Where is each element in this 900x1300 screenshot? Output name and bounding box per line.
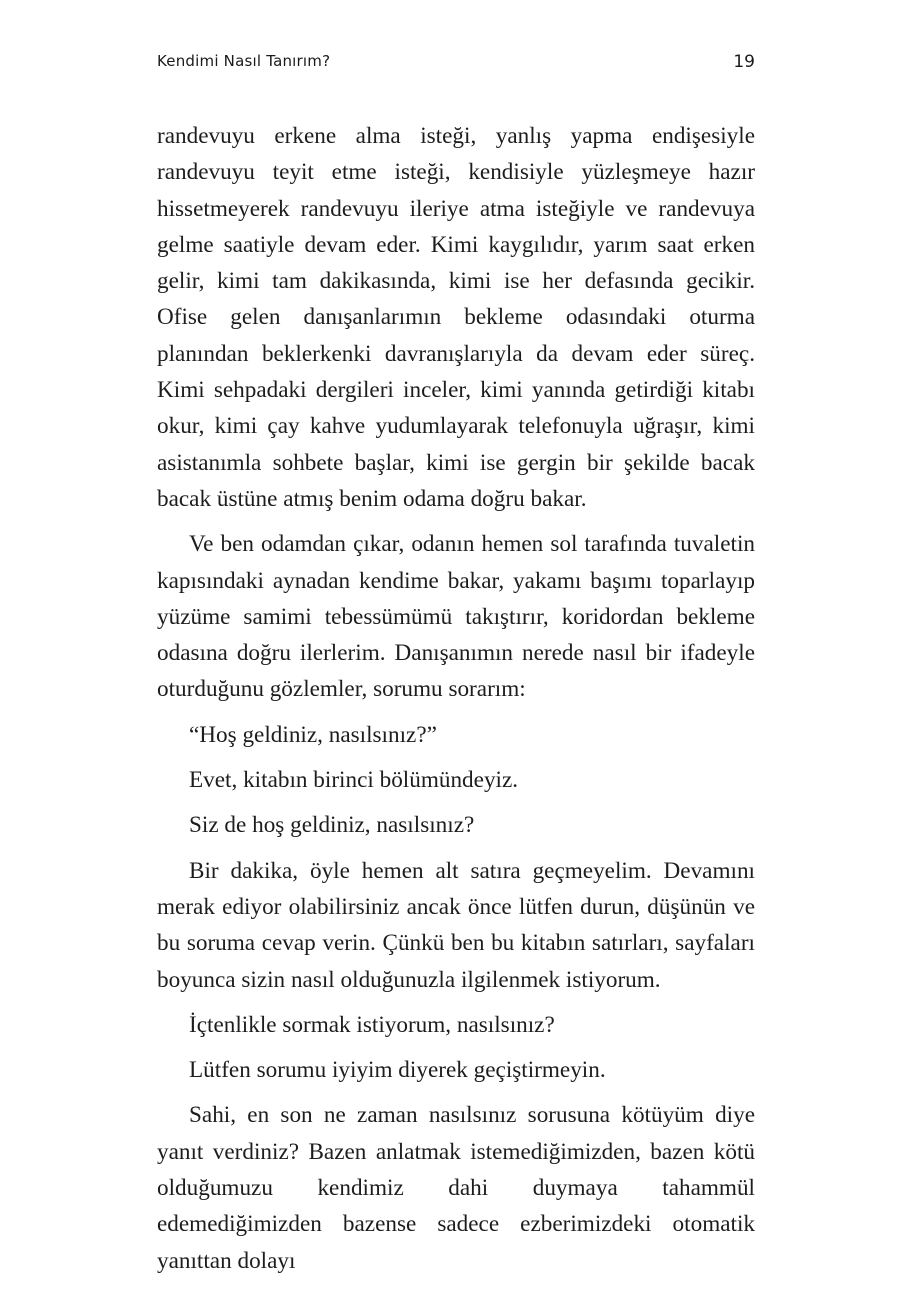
body-text xyxy=(157,118,755,1288)
paragraph-continued: randevuyu erkene alma isteği, yanlış yapma endişesiyle randevuyu teyit etme isteği, kendisiyle yüzleşmeye hazır hissetmeyerek randevuyu ileriye atma isteğiyle ve randevuya gelme saatiyle devam eder. Kimi kaygılıdır, yarım saat erken gelir, kimi tam dakikasında, kimi ise her defasında gecikir. Ofise gelen danışanlarımın bekleme odasındaki oturma planından beklerkenki davranışlarıyla da devam eder süreç. Kimi sehpadaki dergileri inceler, kimi yanında getirdiği kitabı okur, kimi çay kahve yudumlayarak telefonuyla uğraşır, kimi asistanımla sohbete başlar, kimi ise gergin bir şekilde bacak bacak üstüne atmış benim odama doğru bakar. xyxy=(157,123,755,512)
paragraph: Evet, kitabın birinci bölümündeyiz. xyxy=(189,767,519,794)
paragraph: Lütfen sorumu iyiyim diyerek geçiştirmeyin. xyxy=(189,1057,606,1084)
paragraph-quote: “Hoş geldiniz, nasılsınız?” xyxy=(189,721,437,748)
paragraph: İçtenlikle sormak istiyorum, nasılsınız? xyxy=(189,1011,555,1038)
paragraph: Sahi, en son ne zaman nasılsınız sorusuna kötüyüm diye yanıt verdiniz? Bazen anlatmak istemediğimizden, bazen kötü olduğumuzu kendimiz dahi duymaya tahammül edemediğimizden bazense sadece ezberimizdeki otomatik yanıttan dolayı xyxy=(157,1102,755,1274)
paragraph: Siz de hoş geldiniz, nasılsınız? xyxy=(189,812,475,839)
running-title: Kendimi Nasıl Tanırım? xyxy=(157,52,331,70)
paragraph: Ve ben odamdan çıkar, odanın hemen sol tarafında tuvaletin kapısındaki aynadan kendime bakar, yakamı başımı toparlayıp yüzüme samimi tebessümümü takıştırır, koridordan bekleme odasına doğru ilerlerim. Danışanımın nerede nasıl bir ifadeyle oturduğunu gözlemler, sorumu sorarım: xyxy=(157,531,755,703)
page-number: 19 xyxy=(733,52,755,72)
paragraph: Bir dakika, öyle hemen alt satıra geçmeyelim. Devamını merak ediyor olabilirsiniz ancak önce lütfen durun, düşünün ve bu soruma cevap verin. Çünkü ben bu kitabın satırları, sayfaları boyunca sizin nasıl olduğunuzla ilgilenmek istiyorum. xyxy=(157,857,755,993)
